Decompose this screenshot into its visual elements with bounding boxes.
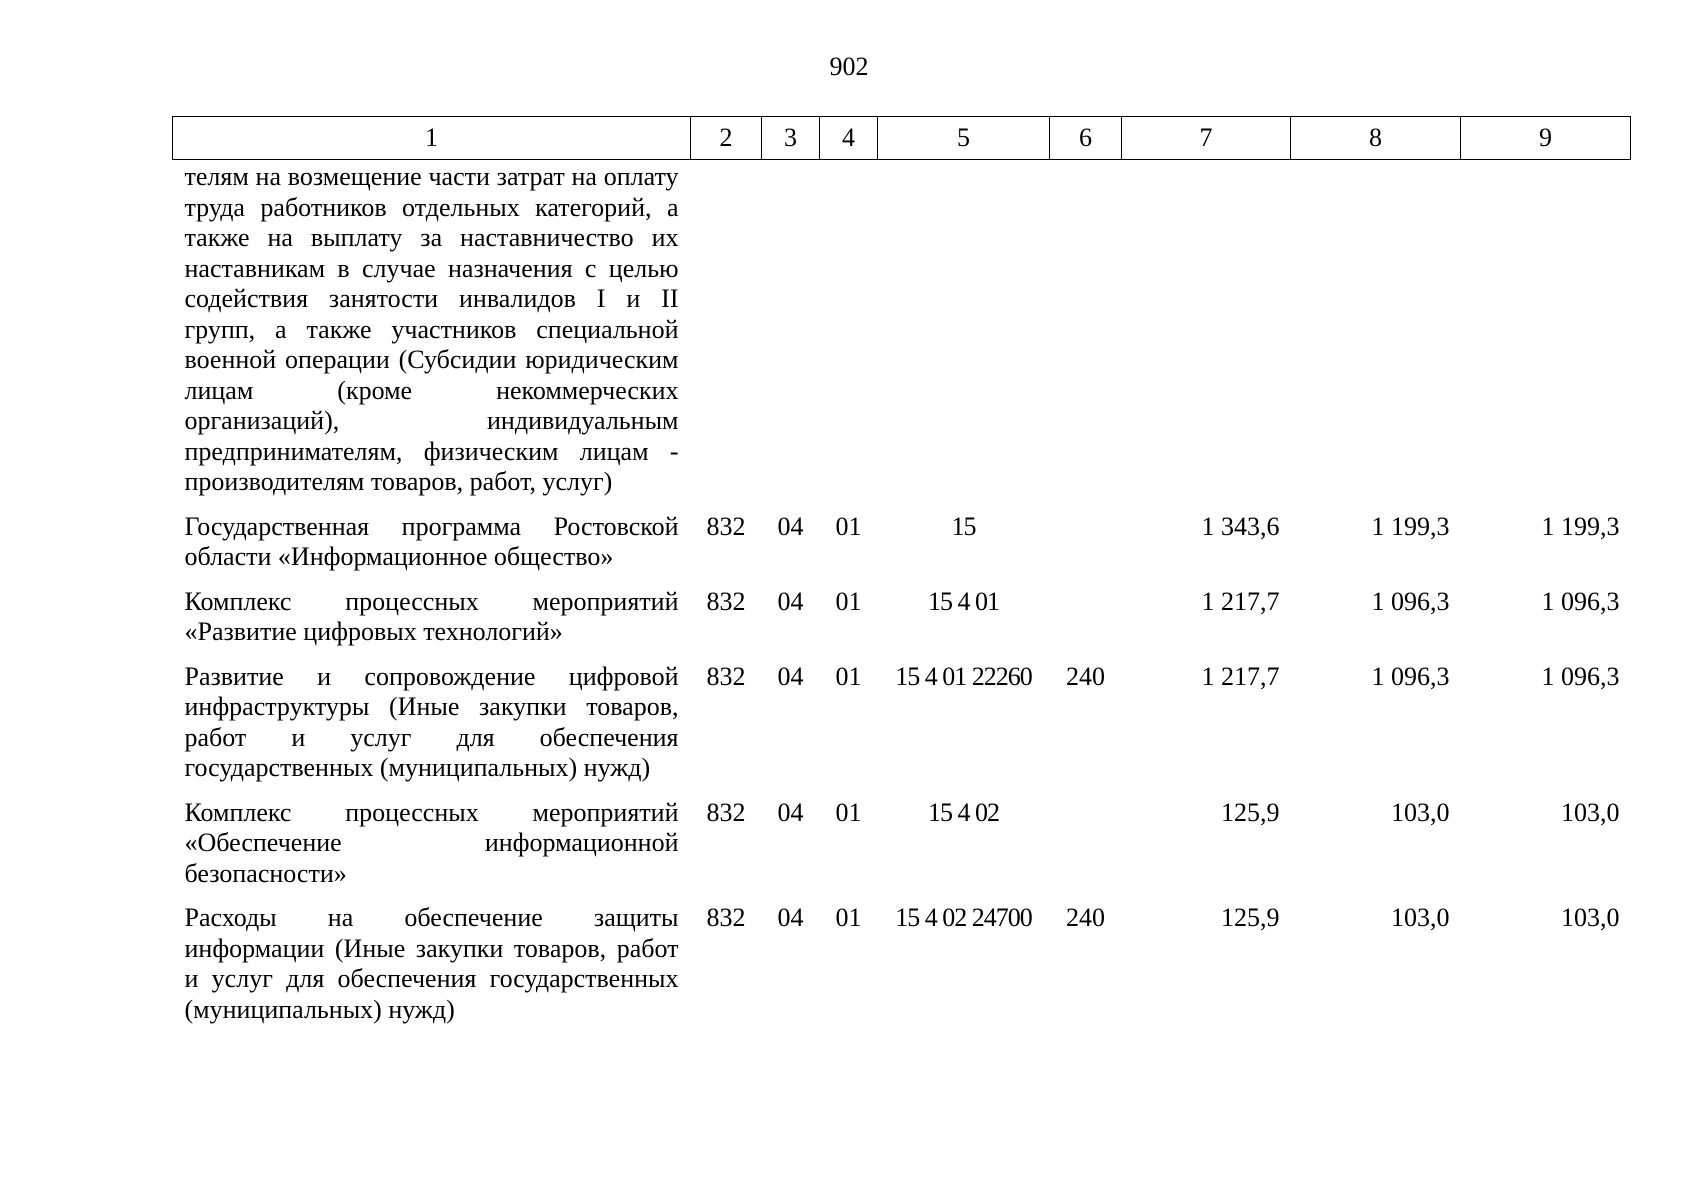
row-subsection: 01 [835, 903, 862, 932]
row-description: Развитие и сопровождение цифровой инфраструктуры (Иные закупки товаров, работ и услуг для обеспечения государственных (муниципальных) нужд) [184, 661, 679, 782]
row-amount-col7: 1 217,7 [1201, 586, 1280, 616]
row-amount-col8: 103,0 [1391, 797, 1450, 827]
row-amount-col7: 1 217,7 [1201, 661, 1280, 691]
row-target-article: 15 4 01 22260 [895, 661, 1032, 691]
row-ministry-code: 832 [706, 797, 746, 827]
row-target-article: 15 4 01 [928, 586, 999, 616]
row-ministry-code: 832 [706, 586, 746, 616]
header-col-8: 8 [1291, 117, 1461, 160]
header-col-1: 1 [173, 117, 691, 160]
row-description: Государственная программа Ростовской области «Информационное общество» [184, 511, 679, 571]
row-ministry-code: 832 [706, 903, 746, 932]
row-description: Комплекс процессных мероприятий «Обеспечение информационной безопасности» [184, 797, 679, 888]
row-subsection: 01 [835, 661, 862, 691]
row-description: Расходы на обеспечение защиты информации (Иные закупки товаров, работ и услуг для обеспечения государственных (муниципальных) нужд) [184, 903, 679, 1024]
header-col-5: 5 [878, 117, 1050, 160]
header-col-9: 9 [1461, 117, 1631, 160]
row-amount-col8: 103,0 [1391, 903, 1450, 932]
column-number-header [173, 117, 1631, 160]
row-section: 04 [777, 661, 804, 691]
row-section: 04 [777, 511, 804, 541]
table-row [173, 512, 1631, 587]
row-expense-type [1050, 798, 1122, 904]
row-subsection: 01 [835, 797, 862, 827]
row-subsection [820, 160, 878, 512]
row-amount-col8: 1 096,3 [1371, 586, 1450, 616]
page-number: 902 [829, 52, 869, 81]
header-col-6: 6 [1050, 117, 1122, 160]
row-amount-col7 [1122, 160, 1291, 512]
table-row [173, 587, 1631, 662]
row-amount-col9: 1 096,3 [1541, 661, 1620, 691]
row-amount-col9: 103,0 [1561, 797, 1620, 827]
header-col-2: 2 [691, 117, 762, 160]
row-description: Комплекс процессных мероприятий «Развитие цифровых технологий» [184, 586, 679, 646]
row-expense-type: 240 [1066, 661, 1105, 691]
row-amount-col8: 1 199,3 [1371, 511, 1450, 541]
row-target-article [878, 160, 1050, 512]
header-col-3: 3 [762, 117, 820, 160]
row-ministry-code: 832 [706, 661, 746, 691]
row-expense-type: 240 [1066, 903, 1105, 932]
row-section [762, 160, 820, 512]
row-section: 04 [777, 586, 804, 616]
row-ministry-code: 832 [706, 511, 746, 541]
row-target-article: 15 4 02 [928, 797, 999, 827]
row-amount-col9 [1461, 160, 1631, 512]
table-row [173, 662, 1631, 798]
table-row [173, 903, 1631, 1039]
row-subsection: 01 [835, 586, 862, 616]
row-ministry-code [691, 160, 762, 512]
row-amount-col8 [1291, 160, 1461, 512]
header-col-4: 4 [820, 117, 878, 160]
row-target-article: 15 [951, 511, 976, 541]
row-expense-type [1050, 512, 1122, 587]
row-expense-type [1050, 587, 1122, 662]
row-target-article: 15 4 02 24700 [895, 903, 1032, 932]
row-amount-col9: 103,0 [1561, 903, 1620, 932]
header-col-7: 7 [1122, 117, 1291, 160]
row-amount-col7: 1 343,6 [1201, 511, 1280, 541]
budget-table [172, 116, 1631, 1039]
row-amount-col9: 1 096,3 [1541, 586, 1620, 616]
row-section: 04 [777, 903, 804, 932]
row-amount-col7: 125,9 [1221, 903, 1280, 932]
row-section: 04 [777, 797, 804, 827]
table-row [173, 160, 1631, 512]
row-description: телям на возмещение части затрат на оплату труда работников отдельных категорий, а также на выплату за наставничество их наставникам в случае назначения с целью содействия занятости инвалидов I и II групп, а также участников специальной военной операции (Субсидии юридическим лицам (кроме некоммерческих организаций), индивидуальным предпринимателям, физическим лицам - производителям товаров, работ, услуг) [184, 162, 679, 496]
row-expense-type [1050, 160, 1122, 512]
row-amount-col7: 125,9 [1221, 797, 1280, 827]
table-row [173, 798, 1631, 904]
row-amount-col9: 1 199,3 [1541, 511, 1620, 541]
row-amount-col8: 1 096,3 [1371, 661, 1450, 691]
row-subsection: 01 [835, 511, 862, 541]
